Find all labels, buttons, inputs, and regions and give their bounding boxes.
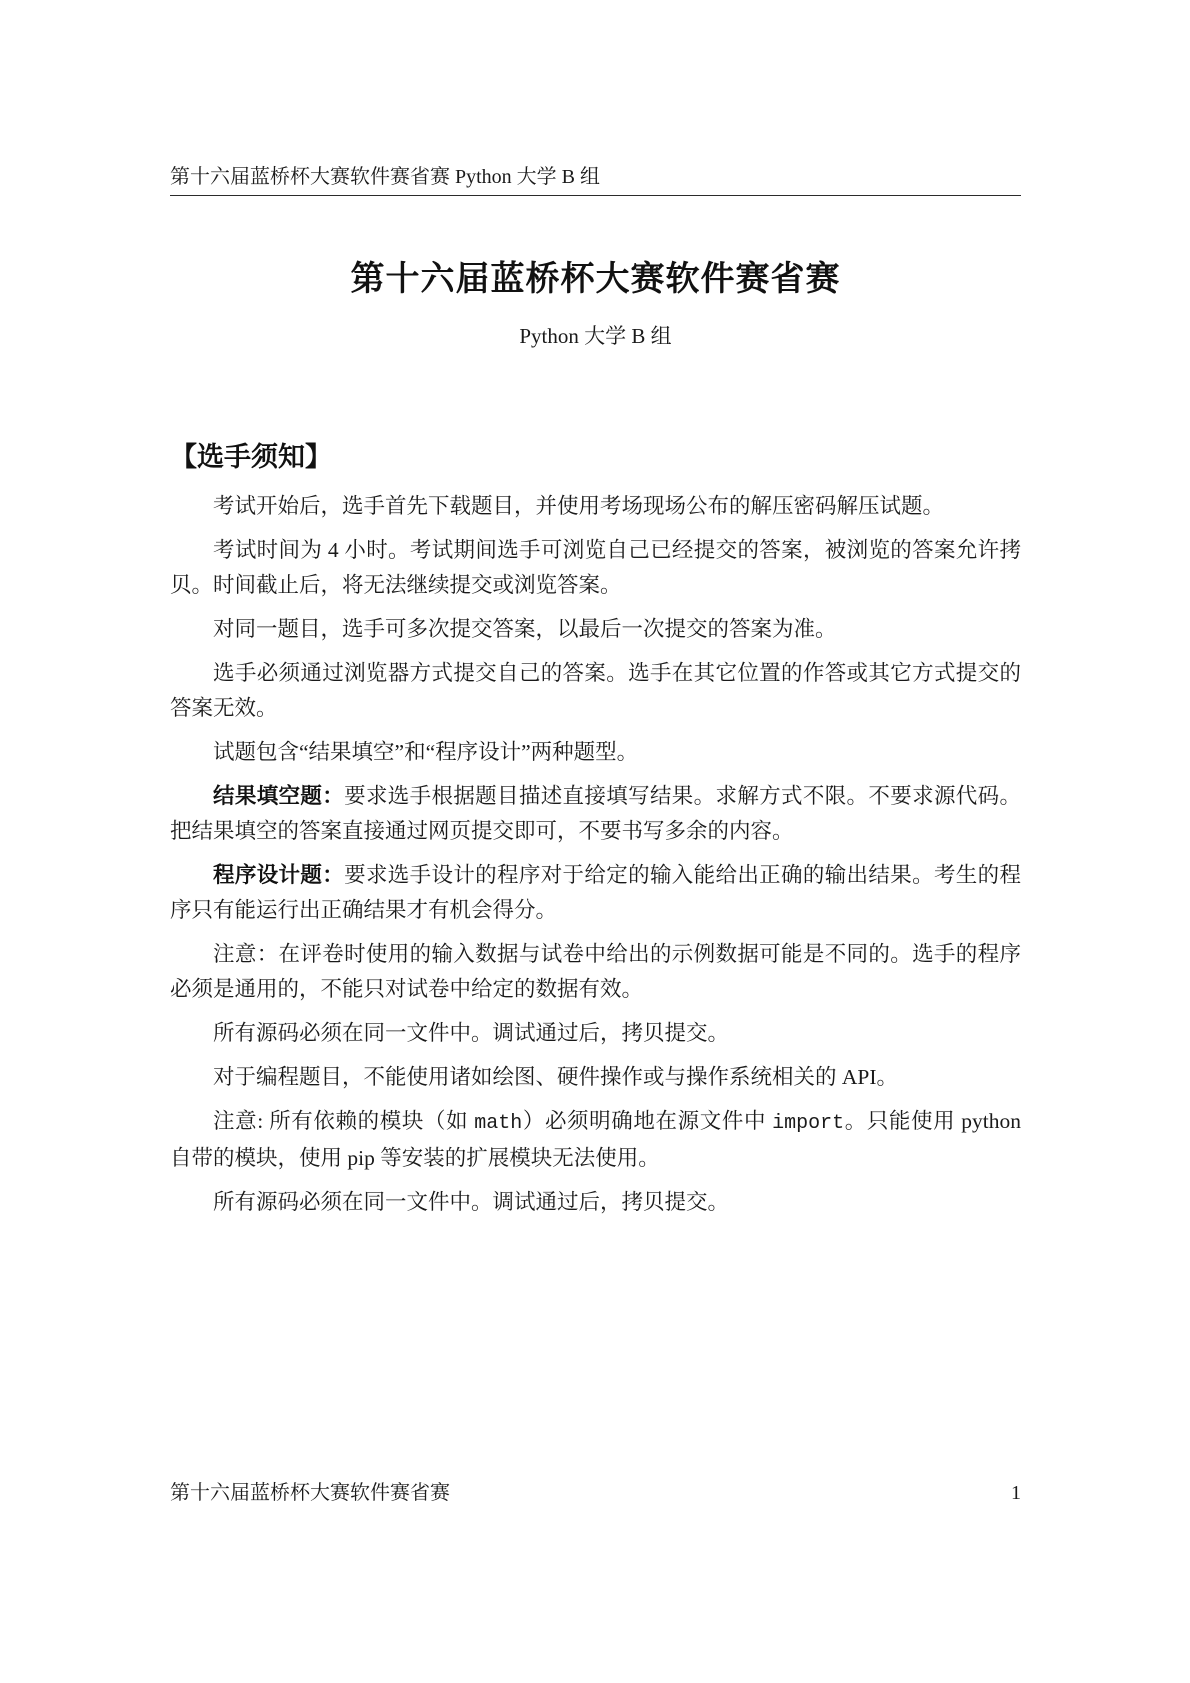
document-subtitle: Python 大学 B 组 [519, 324, 672, 348]
paragraph-single-file [170, 1016, 1021, 1051]
paragraph-multiple-submissions [170, 612, 1021, 647]
paragraph-single-file-repeat [170, 1185, 1021, 1220]
paragraph-text: 试题包含“结果填空”和“程序设计”两种题型。 [213, 740, 639, 764]
paragraph-text: 注意: 所有依赖的模块（如 [213, 1109, 475, 1133]
footer-running-title: 第十六届蓝桥杯大赛软件赛省赛 [170, 1482, 450, 1504]
paragraph-text: 。只能使用 python 自带的模块，使用 pip 等安装的扩展模块无法使用。 [170, 1109, 1021, 1170]
paragraph-lead: 结果填空题： [213, 784, 345, 808]
paragraph-question-types [170, 735, 1021, 770]
inline-code-math: math [474, 1112, 523, 1135]
paragraph-text: 对于编程题目，不能使用诸如绘图、硬件操作或与操作系统相关的 API。 [213, 1065, 899, 1089]
paragraph-download-instructions [170, 489, 1021, 524]
paragraph-lead: 程序设计题： [213, 863, 345, 887]
paragraph-text: ）必须明确地在源文件中 [522, 1109, 773, 1133]
paragraph-text: 要求选手设计的程序对于给定的输入能给出正确的输出结果。考生的程序只有能运行出正确结果才有机会得分。 [170, 863, 1021, 922]
paragraph-fill-in-result [170, 779, 1021, 849]
paragraph-text: 所有源码必须在同一文件中。调试通过后，拷贝提交。 [213, 1190, 730, 1214]
section-heading-contestant-notice: 【选手须知】 [170, 442, 332, 472]
paragraph-programming [170, 858, 1021, 928]
page-footer [170, 1481, 1021, 1505]
footer-page-number: 1 [1011, 1482, 1021, 1504]
page-header [170, 165, 1021, 196]
paragraph-text: 注意：在评卷时使用的输入数据与试卷中给出的示例数据可能是不同的。选手的程序必须是通用的，不能只对试卷中给定的数据有效。 [170, 942, 1021, 1001]
notice-body [170, 489, 1021, 1220]
paragraph-text: 考试时间为 4 小时。考试期间选手可浏览自己已经提交的答案，被浏览的答案允许拷贝。时间截止后，将无法继续提交或浏览答案。 [170, 538, 1021, 597]
paragraph-text: 选手必须通过浏览器方式提交自己的答案。选手在其它位置的作答或其它方式提交的答案无效。 [170, 661, 1021, 720]
paragraph-exam-duration [170, 533, 1021, 603]
paragraph-grading-note [170, 937, 1021, 1007]
paragraph-browser-submission [170, 656, 1021, 726]
inline-code-import: import [772, 1112, 845, 1135]
paragraph-text: 对同一题目，选手可多次提交答案，以最后一次提交的答案为准。 [213, 617, 837, 641]
document-title: 第十六届蓝桥杯大赛软件赛省赛 [350, 260, 841, 298]
paragraph-import-note [170, 1104, 1021, 1176]
paragraph-text: 考试开始后，选手首先下载题目，并使用考场现场公布的解压密码解压试题。 [213, 494, 945, 518]
paragraph-text: 要求选手根据题目描述直接填写结果。求解方式不限。不要求源代码。把结果填空的答案直接通过网页提交即可，不要书写多余的内容。 [170, 784, 1021, 843]
paragraph-text: 所有源码必须在同一文件中。调试通过后，拷贝提交。 [213, 1021, 730, 1045]
paragraph-api-restriction [170, 1060, 1021, 1095]
header-running-title: 第十六届蓝桥杯大赛软件赛省赛 Python 大学 B 组 [170, 166, 601, 188]
